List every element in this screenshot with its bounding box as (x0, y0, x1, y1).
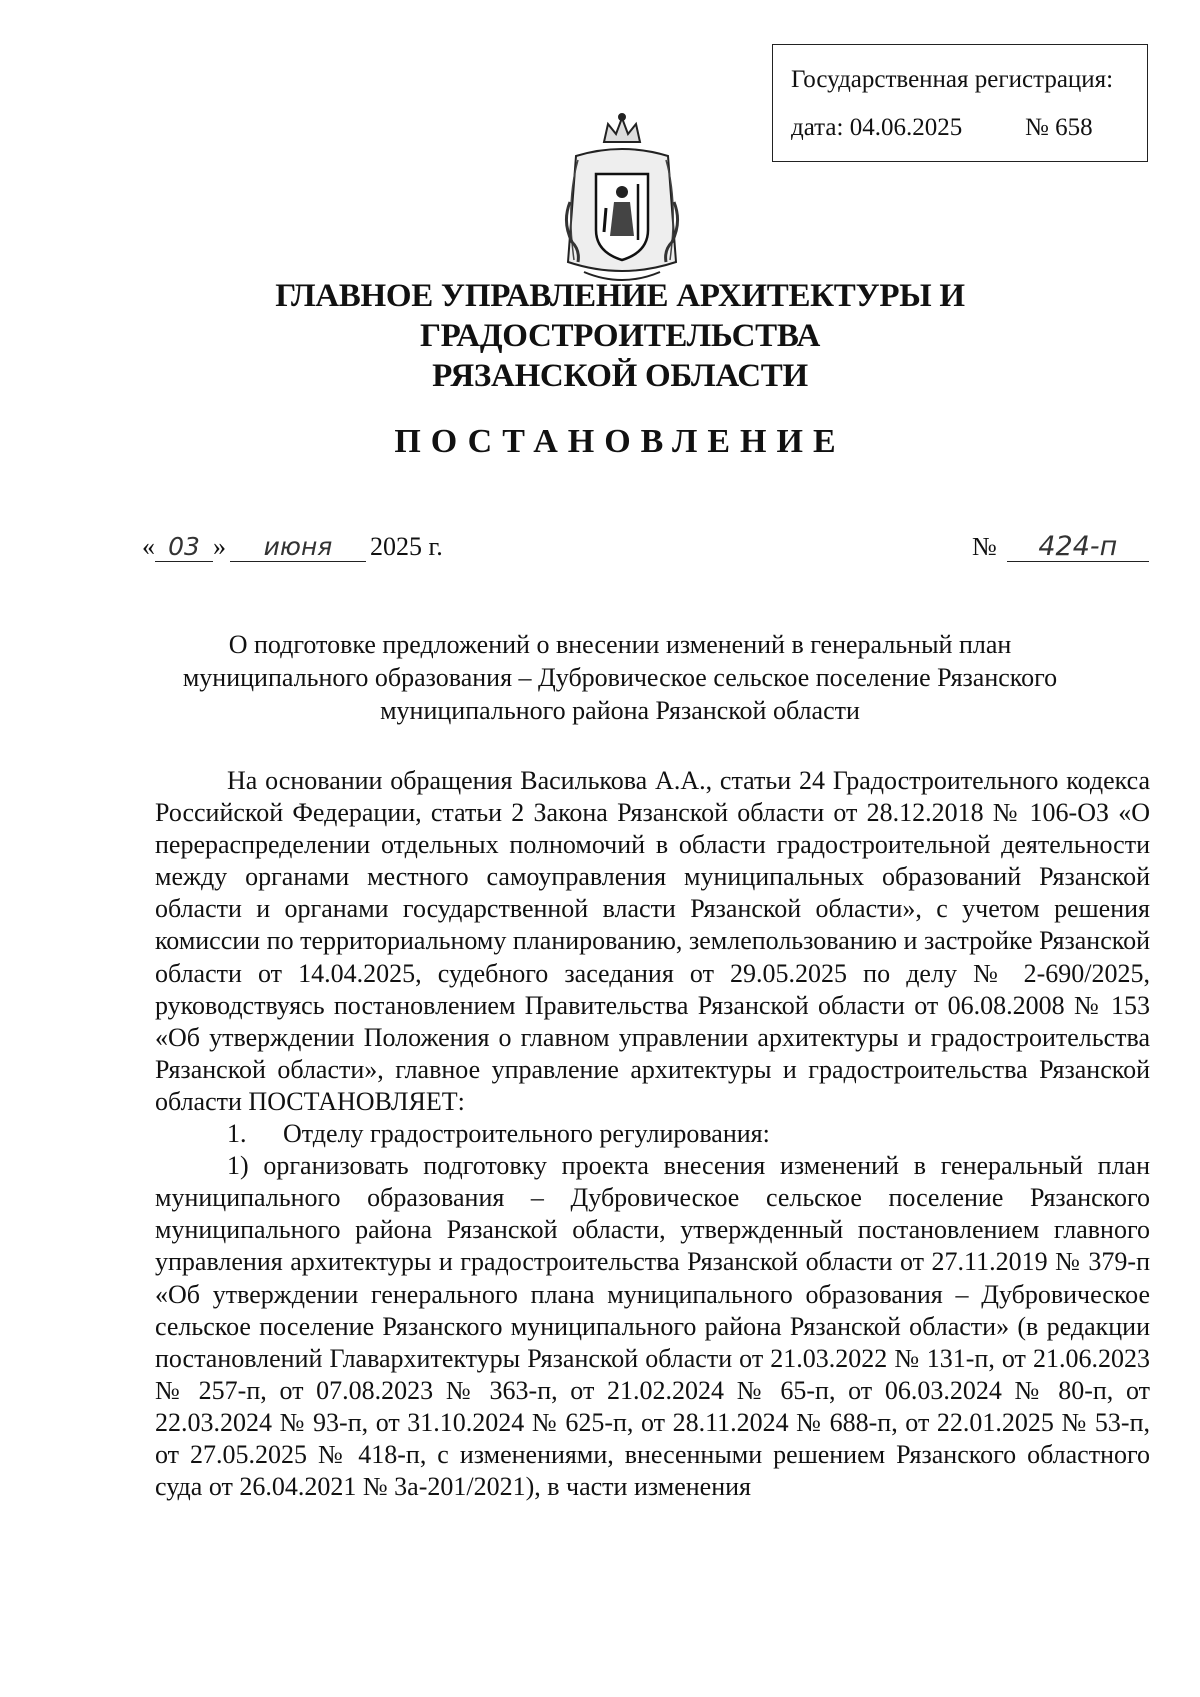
registration-date: дата: 04.06.2025 (791, 114, 963, 141)
preamble-paragraph: На основании обращения Василькова А.А., статьи 24 Градостроительного кодекса Российской Федерации, статьи 2 Закона Рязанской области от 28.12.2018 № 106-ОЗ «О перераспределении отдельных полномочий в области градостроительной деятельности между органами местного самоуправления муниципальных образований Рязанской области и органами государственной власти Рязанской области», с учетом решения комиссии по территориальному планированию, землепользованию и застройке Рязанской области от 14.04.2025, судебного заседания от 29.05.2025 по делу № 2-690/2025, руководствуясь постановлением Правительства Рязанской области от 06.08.2008 № 153 «Об утверждении Положения о главном управлении архитектуры и градостроительства Рязанской области», главное управление архитектуры и градостроительства Рязанской области ПОСТАНОВЛЯЕТ: (155, 766, 1150, 1116)
document-number-handwritten: 424-п (1007, 533, 1149, 562)
document-type-title: ПОСТАНОВЛЕНИЕ (394, 423, 846, 460)
document-subject (160, 628, 1080, 727)
date-month-handwritten: июня (230, 533, 366, 562)
organization-name-line-2: РЯЗАНСКОЙ ОБЛАСТИ (432, 358, 808, 394)
item-1-text: Отделу градостроительного регулирования: (283, 1119, 770, 1149)
ryazan-coat-of-arms-icon (556, 112, 688, 290)
document-body (155, 765, 1150, 1503)
organization-name (100, 276, 1140, 396)
date-open-quote: « (142, 532, 155, 561)
subitem-1-paragraph: 1) организовать подготовку проекта внесения изменений в генеральный план муниципального образования – Дубровическое сельское поселение Рязанского муниципального района Рязанской области, утвержденный постановлением главного управления архитектуры и градостроительства Рязанской области от 27.11.2019 № 379-п «Об утверждении генерального плана муниципального образования – Дубровическое сельское поселение Рязанского муниципального района Рязанской области» (в редакции постановлений Главархитектуры Рязанской области от 21.03.2022 № 131-п, от 21.06.2023 № 257-п, от 07.08.2023 № 363-п, от 21.02.2024 № 65-п, от 06.03.2024 № 80-п, от 22.03.2024 № 93-п, от 31.10.2024 № 625-п, от 28.11.2024 № 688-п, от 22.01.2025 № 53-п, от 27.05.2025 № 418-п, с изменениями, внесенными решением Рязанского областного суда от 26.04.2021 № 3а-201/2021), в части изменения (155, 1151, 1150, 1502)
subject-line-3: муниципального района Рязанской области (380, 696, 860, 725)
item-1 (155, 1118, 1150, 1150)
item-1-number: 1. (227, 1119, 247, 1149)
subject-line-1: О подготовке предложений о внесении изменений в генеральный план (228, 630, 1012, 659)
registration-title: Государственная регистрация: (791, 66, 1114, 93)
document-number (972, 532, 1149, 562)
date-close-quote: » (213, 532, 226, 561)
subject-line-2: муниципального образования – Дубровическое сельское поселение Рязанского (182, 663, 1058, 692)
registration-stamp (772, 44, 1148, 162)
registration-number: № 658 (1025, 114, 1093, 141)
organization-name-line-1: ГЛАВНОЕ УПРАВЛЕНИЕ АРХИТЕКТУРЫ И ГРАДОСТРОИТЕЛЬСТВА (275, 278, 965, 354)
document-date (142, 532, 443, 562)
document-number-label: № (972, 532, 997, 561)
date-year: 2025 г. (370, 532, 443, 561)
date-day-handwritten: 03 (155, 533, 213, 562)
